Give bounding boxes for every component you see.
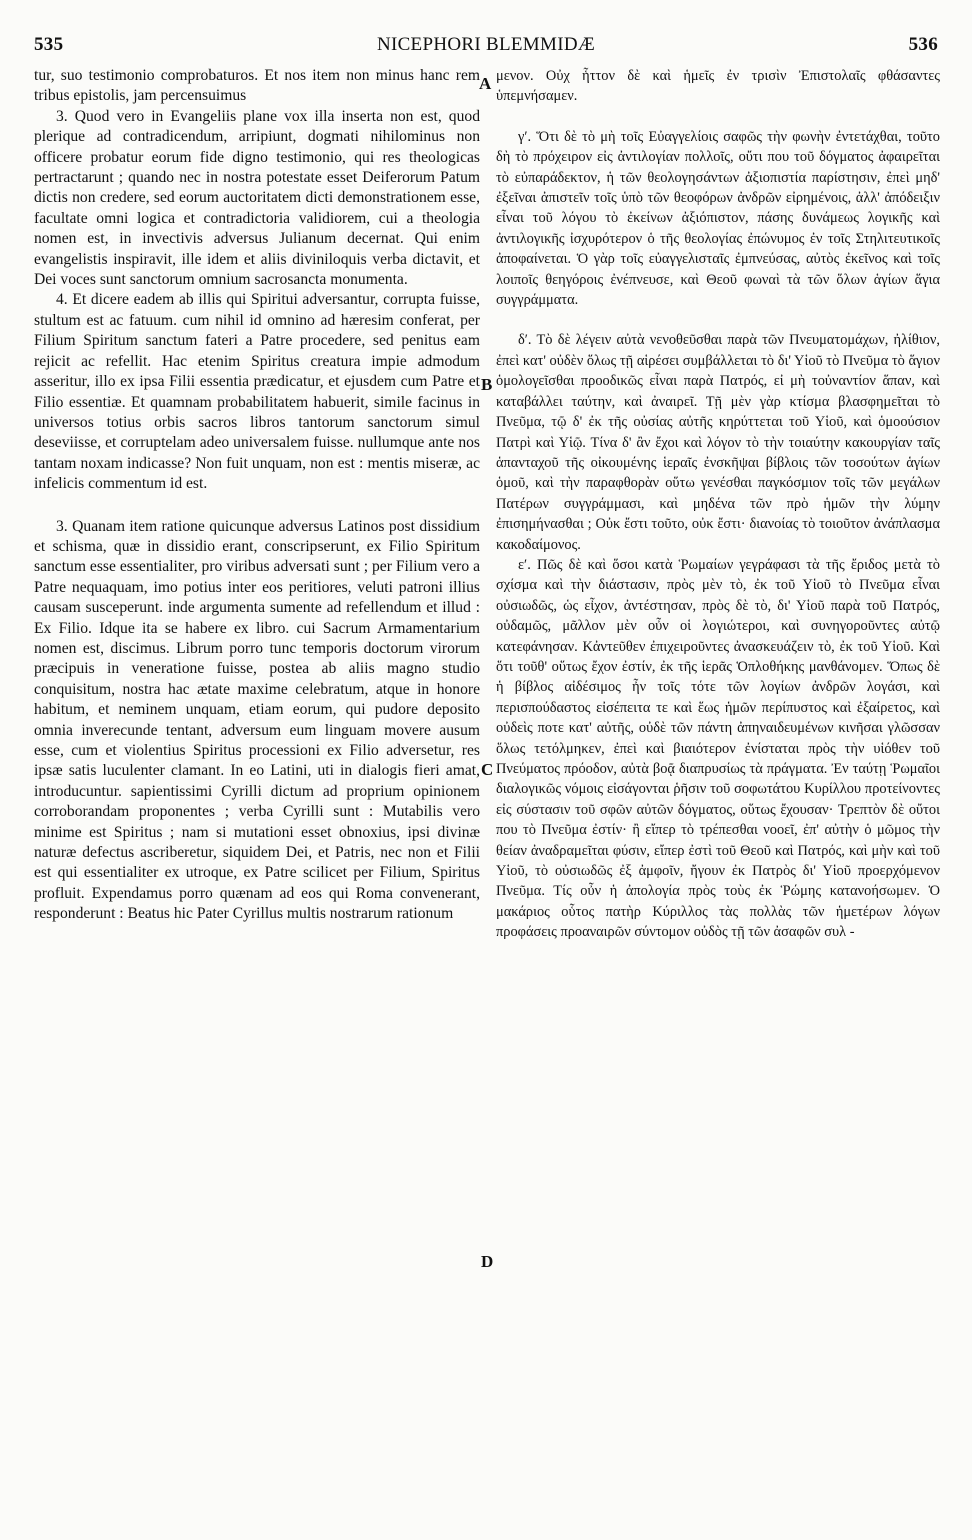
running-title: NICEPHORI BLEMMIDÆ xyxy=(376,34,596,55)
section-gap xyxy=(34,495,480,517)
greek-paragraph-2: γʹ. Ὅτι δὲ τὸ μὴ τοῖς Εὐαγγελίοις σαφῶς τὴν φωνὴν ἐντετάχθαι, τοῦτο δὴ τὸ πρόχειρον εἰς ἀντιλογίαν πολλοῖς, οὔτι που τοῦ δόγματος ἀφαιρεῖται τὸ εὐπαράδεκτον, ἡ τῶν θεολογησάντων ἀξιοπιστία παρίστησιν, ἐπεὶ μηδ' ἐξεῖναι ἀπιστεῖν τοῖς ὑπὸ τῶν θεοφόρων ἀνδρῶν εἰρημένοις, ἀλλ' ἀπόδειξιν εἶναι τοῦ λόγου τὸ ἐκείνων ἀξιόπιστον, πάσης δυνάμεως λογικῆς καὶ ἀντιλογικῆς ἰσχυρότερον ὁ τῆς θεολογίας ἐπώνυμος ἐν τοῖς Στηλιτευτικοῖς ἀποφαίνεται. Ὁ γὰρ τοῖς εὐαγγελισταῖς ἐμπνεύσας, αὐτὸς ἐκεῖνος καὶ τοῖς λοιποῖς θεηγόροις ἐνέπνευσε, καὶ Θεοῦ φωναὶ τὰ τῶν ὅλων ἁγίων ἅγια συγγράμματα. xyxy=(496,128,940,309)
margin-letter-b: B xyxy=(481,375,493,394)
page-number-left: 535 xyxy=(34,34,64,55)
latin-paragraph-4: 3. Quanam item ratione quicunque adversus Latinos post dissidium et schisma, quæ in dissidio erant, conscripserunt, ex Filio Spiritum sanctum esse essentialiter, pro viribus adversati sunt ; per Filium vero a Patre nequaquam, imo potius inter eos peritiores, veluti patroni illius causam susceperunt. inde argumenta sumente ad refellendum et illud : Ex Filio. Idque ita se habere ex libro. cui Sacrum Armamentarium nomen est, discimus. Librum porro tunc temporis doctorum virorum præcipuis in veneratione fuisse, postea ab aliis magno studio conquisitum, nostra hac ætate maxime celebratum, atque in honore habitum, et neminem unquam, etiam eorum, qui pudore deposito omnia inverecunde tentant, adversum eum linguam movere ausum esse, cum et violentius Spiritus processioni ex Filio adversetur, res ipsæ satis luculenter clamant. In eo Latini, uti in dialogis fieri amat, introducuntur. sapientissimi Cyrilli dictum ad proprium opinionem corroborandam proponentes ; verba Cyrilli sunt : Mutabilis vero minime est Spiritus ; nam si mutationi esset obnoxius, ipsi divinæ naturæ defectus ascriberetur, siquidem Dei, et Patris, nec non et Filii est qui essentialiter ex utroque, ex Patre scilicet per Filium, Spiritus profluit. Expendamus porro quænam ad eos qui Roma convenerant, responderunt : Beatus hic Pater Cyrillus multis nostrarum rationum xyxy=(34,517,480,923)
section-gap xyxy=(496,310,940,330)
latin-paragraph-3: 4. Et dicere eadem ab illis qui Spiritui adversantur, corrupta fuisse, stultum est ac fatuum. cum nihil id omnino ad hæresim conferat, per Filium Spiritum sanctum fateri a Patre procedere, sed penitus eam rejicit ac refellit. Hac etenim Spiritus creatura impie admodum asseritur, illo ex ipsa Filii essentia prædicatur, et ejusdem cum Patre et Filio essentiæ. Et quamnam probabilitatem habuerit, simile facinus in universos totius orbis sacros libros tantorum sanctorum simul deseviisse, et corruptelam adeo universalem fuisse. nullumque ante nos tantam noxam indicasse? Non fuit unquam, non est : mentis miseræ, ac infelicis commentum id est. xyxy=(34,291,480,493)
latin-paragraph-1: tur, suo testimonio comprobaturos. Et nos item non minus hanc rem tribus epistolis, jam percensuimus xyxy=(34,67,480,105)
greek-column xyxy=(496,66,940,943)
section-gap xyxy=(496,107,940,127)
greek-paragraph-1: μενον. Οὐχ ἧττον δὲ καὶ ἡμεῖς ἐν τρισὶν Ἐπιστολαῖς φθάσαντες ὑπεμνήσαμεν. xyxy=(496,68,940,105)
latin-paragraph-2: 3. Quod vero in Evangeliis plane vox illa inserta non est, quod plerique ad contradicendum, arripiunt, dogmati nihilominus non officere probatur eorum fide digno testimonio, qui res theologicas pertractarunt ; quando nec in nostra potestate esset Deiferorum Patum dictis non credere, sed eorum auctoritatem dicti demonstrationem esse, facultate omni logica et contradictoria validiorem, cui a theologia nomen est, in invectivis adversus Julianum decernat. Qui enim evangelistis inspiravit, ille idem et aliis diviniloquis verba dictavit, et Dei voces sunt sanctorum omnium sacrosancta monumenta. xyxy=(34,107,480,289)
margin-letter-a: A xyxy=(479,74,492,93)
margin-letter-c: C xyxy=(481,760,494,779)
latin-column xyxy=(34,66,480,925)
greek-paragraph-4: εʹ. Πῶς δὲ καὶ ὅσοι κατὰ Ῥωμαίων γεγράφασι τὰ τῆς ἔριδος μετὰ τὸ σχίσμα καὶ τὴν διάστασιν, πρὸς μὲν τὸ, ἐκ τοῦ Υἱοῦ τὸ Πνεῦμα εἶναι οὐσιωδῶς, ὡς εἶχον, ἀντέστησαν, πρὸς δὲ τὸ, δι' Υἱοῦ παρὰ τοῦ Πατρός, οὐδαμῶς, μᾶλλον μὲν οὖν οἱ λογιώτεροι, καὶ συνηγοροῦντες αὐτῷ κατεφάνησαν. Κἀντεῦθεν ἐπιχειροῦντες ἀνασκευάζειν τὸ, ἐκ τοῦ Υἱοῦ. Καὶ ὅτι τοῦθ' οὕτως ἔχον ἐστίν, ἐκ τῆς ἱερᾶς Ὁπλοθήκης μανθάνομεν. Ὅπως δὲ ἡ βίβλος αἰδέσιμος ἦν τοῖς τότε τῶν λογίων ἀνδρῶν λογάσι, καὶ περισπούδαστος εἰσέπειτα τε καὶ ἕως ἡμῶν περίπυστος καὶ ἐξαίρετος, καὶ οὐδεὶς ποτε κατ' αὐτῆς, οὐδὲ τῶν πάντη ἀπηναιδευμένων κινῆσαι γλῶσσαν ὅλως τετόλμηκεν, ἐπεὶ καὶ βιαιότερον ἐνίσταται πρὸς τὴν υἱόθεν τοῦ Πνεύματος πρόοδον, αὐτὰ βοᾷ διαπρυσίως τὰ πράγματα. Ἐν ταύτῃ Ῥωμαῖοι διαλογικῶς νόμοις εἰσάγονται ῥῆσιν τοῦ σοφωτάτου Κυρίλλου προτείνοντες εἰς σύστασιν τοῦ σφῶν αὐτῶν δόγματος, οὕτως ἔχουσαν· Τρεπτὸν δὲ οὔτοι που τὸ Πνεῦμα ἐστίν· ἢ εἴπερ τὸ τρέπεσθαι νοοεῖ, ἐπ' αὐτὴν ὁ μῶμος τὴν θείαν ἀναδραμεῖται φύσιν, εἴπερ ἐστὶ τοῦ Θεοῦ καὶ Πατρός, καὶ μὴν καὶ τοῦ Υἱοῦ, τὸ οὐσιωδῶς ἐξ ἀμφοῖν, ἤγουν ἐκ Πατρὸς δι' Υἱοῦ προερχόμενον Πνεῦμα. Τίς οὖν ἡ ἀπολογία πρὸς τοὺς ἐκ Ῥώμης κατανοήσωμεν. Ὁ μακάριος οὗτος πατὴρ Κύριλλος τὰς πολλὰς τῶν ἡμετέρων λόγων προφάσεις προαναιρῶν σύντομον οὐδὸς τῇ τῶν ἀσαφῶν συλ - xyxy=(496,556,940,941)
greek-paragraph-3: δʹ. Τὸ δὲ λέγειν αὐτὰ νενοθεῦσθαι παρὰ τῶν Πνευματομάχων, ἠλίθιον, ἐπεὶ κατ' οὐδὲν ὅλως τῇ αἱρέσει συμβάλλεται τὸ δι' Υἱοῦ τὸ Πνεῦμα τὸ ἅγιον ὁμολογεῖσθαι προοδικῶς εἶναι παρὰ Πατρός, εἰ μὴ τοὐναντίον ἅπαν, καὶ καταβάλλει ταύτην, καὶ ἀναιρεῖ. Τῇ μὲν γὰρ κτίσμα βλασφημεῖται τὸ Πνεῦμα, τῷ δ' ἐκ τῆς οὐσίας αὐτῆς κηρύττεται τοῦ Υἱοῦ, καὶ ὁμοούσιον Πατρὶ καὶ Υἱῷ. Τίνα δ' ἂν ἔχοι καὶ λόγον τὸ τὴν τοιαύτην κακουργίαν ταῖς ἁπανταχοῦ τῆς οἰκουμένης ἱεραῖς ἐνσκῆψαι βίβλοις τῶν τοσούτων ἁγίων ὁμοῦ, καὶ τὴν παραφθορὰν οὕτω γενέσθαι παγκόσμιον τοῖς τῶν μεγάλων Πατέρων συγγράμμασι, καὶ μηδένα τῶν πρὸ ἡμῶν τὴν λύμην ἐπισημήνασθαι ; Οὐκ ἔστι τοῦτο, οὐκ ἔστι· διανοίας τὸ τοιοῦτον ἀνάπλασμα κακοδαίμονος. xyxy=(496,332,940,553)
margin-letter-d: D xyxy=(481,1252,494,1271)
page-number-right: 536 xyxy=(908,34,938,55)
page-header xyxy=(34,34,938,64)
